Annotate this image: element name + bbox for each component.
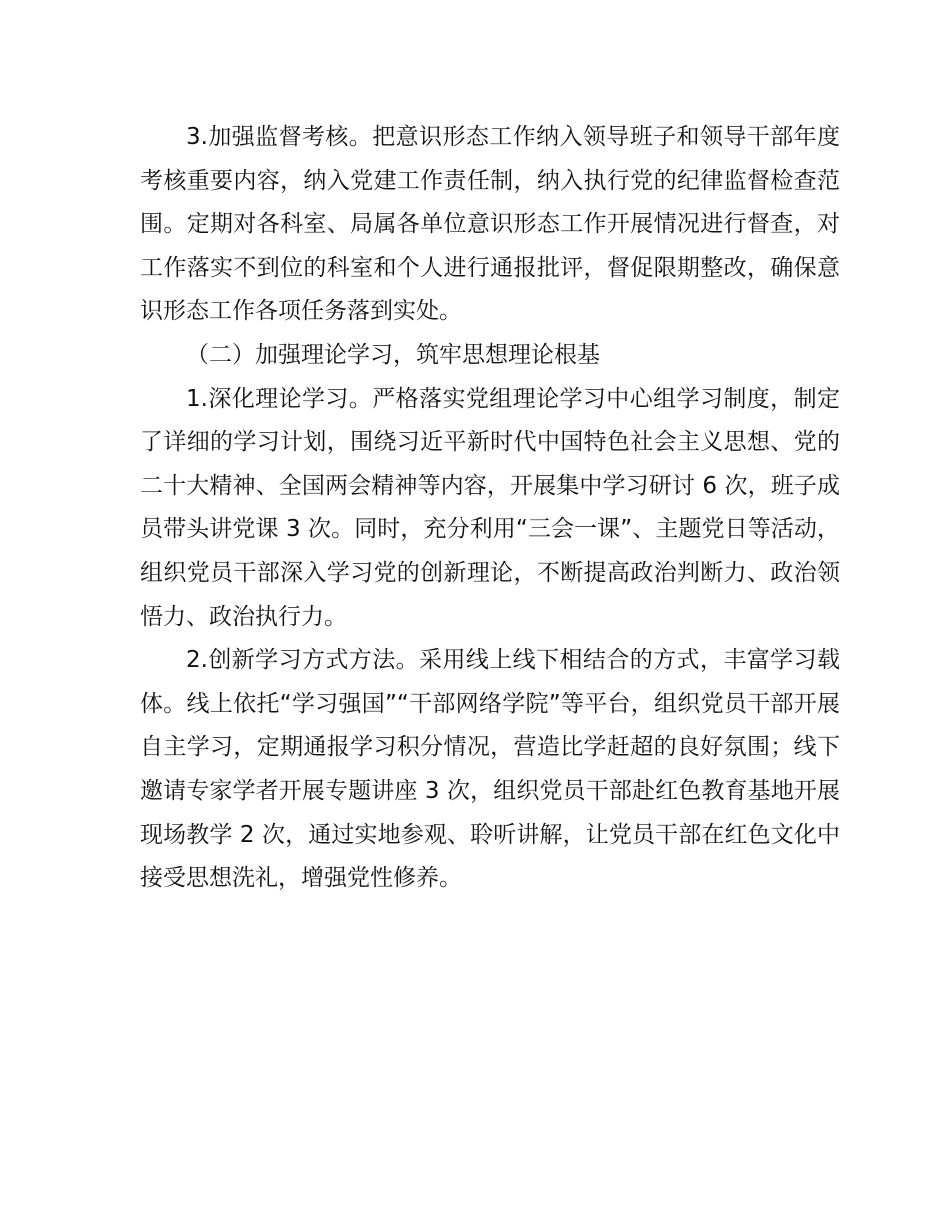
paragraph-supervision-assessment: 3.加强监督考核。把意识形态工作纳入领导班子和领导干部年度考核重要内容，纳入党建工作责任制，纳入执行党的纪律监督检查范围。定期对各科室、局属各单位意识形态工作开展情况进行督查，对工作落实不到位的科室和个人进行通报批评，督促限期整改，确保意识形态工作各项任务落到实处。 (140, 124, 840, 325)
section-heading-theory-study: （二）加强理论学习，筑牢思想理论根基 (186, 341, 600, 368)
paragraph-innovate-study-methods: 2.创新学习方式方法。采用线上线下相结合的方式，丰富学习载体。线上依托“学习强国”“干部网络学院”等平台，组织党员干部开展自主学习，定期通报学习积分情况，营造比学赶超的良好氛围；线下邀请专家学者开展专题讲座 3 次，组织党员干部赴红色教育基地开展现场教学 2 次，通过实地参观、聆听讲解，让党员干部在红色文化中接受思想洗礼，增强党性修养。 (140, 647, 840, 892)
paragraph-deepen-theory-study: 1.深化理论学习。严格落实党组理论学习中心组学习制度，制定了详细的学习计划，围绕习近平新时代中国特色社会主义思想、党的二十大精神、全国两会精神等内容，开展集中学习研讨 6 次，班子成员带头讲党课 3 次。同时，充分利用“三会一课”、主题党日等活动，组织党员干部深入学习党的创新理论，不断提高政治判断力、政治领悟力、政治执行力。 (140, 385, 840, 630)
document-body (140, 116, 840, 901)
